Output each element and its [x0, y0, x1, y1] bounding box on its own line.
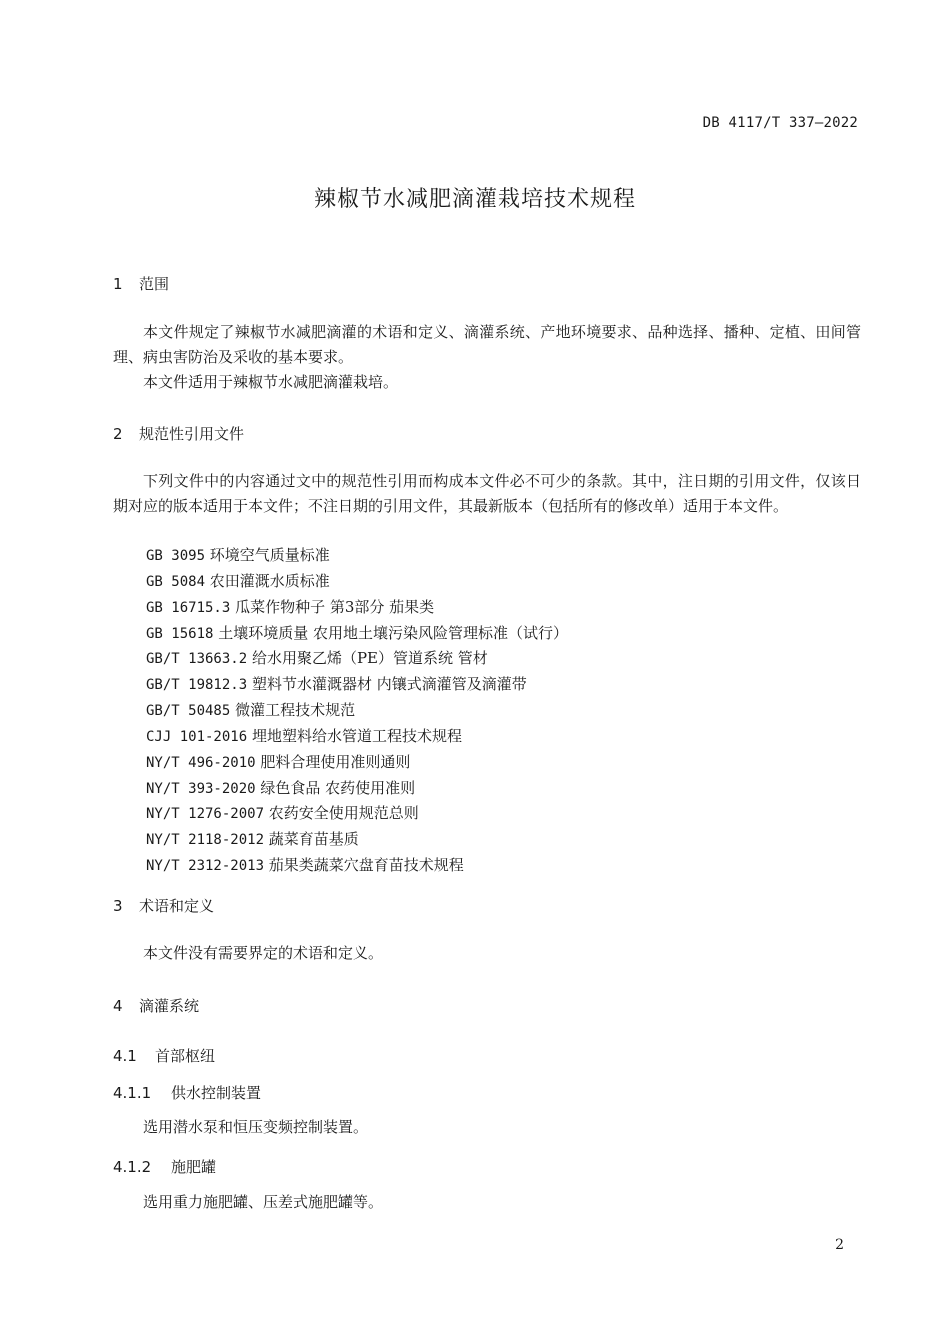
section-4-1-2-heading	[113, 1156, 216, 1177]
reference-code: GB 16715.3	[146, 599, 231, 616]
reference-item	[146, 672, 568, 698]
reference-name: 微灌工程技术规范	[235, 701, 356, 720]
reference-code: GB 5084	[146, 573, 206, 590]
reference-code: NY/T 496-2010	[146, 754, 256, 771]
reference-item	[146, 801, 568, 827]
reference-code: NY/T 2118-2012	[146, 832, 265, 849]
reference-item	[146, 776, 568, 802]
section-2-title: 规范性引用文件	[139, 425, 245, 443]
section-4-heading	[113, 995, 199, 1016]
section-2-paragraph-1: 下列文件中的内容通过文中的规范性引用而构成本文件必不可少的条款。其中，注日期的引用文件，仅该日期对应的版本适用于本文件；不注日期的引用文件，其最新版本（包括所有的修改单）适用于本文件。	[113, 472, 861, 515]
section-4-1-1-paragraph: 选用潜水泵和恒压变频控制装置。	[143, 1118, 369, 1136]
page-number: 2	[835, 1237, 844, 1253]
document-title: 辣椒节水减肥滴灌栽培技术规程	[313, 187, 636, 212]
reference-name: 环境空气质量标准	[209, 546, 330, 564]
reference-item	[146, 827, 568, 853]
section-2-number: 2	[113, 425, 123, 443]
reference-item	[146, 724, 568, 750]
reference-code: GB/T 50485	[146, 703, 231, 720]
reference-name: 农田灌溉水质标准	[209, 571, 330, 590]
section-1-paragraph-1: 本文件规定了辣椒节水减肥滴灌的术语和定义、滴灌系统、产地环境要求、品种选择、播种、定植、田间管理、病虫害防治及采收的基本要求。	[113, 323, 861, 366]
section-3-heading	[113, 895, 214, 916]
section-4-1-number: 4.1	[113, 1047, 137, 1065]
reference-item	[146, 569, 568, 595]
reference-item	[146, 750, 568, 776]
section-1-paragraph-2: 本文件适用于辣椒节水减肥滴灌栽培。	[143, 373, 399, 391]
reference-item	[146, 543, 568, 569]
reference-item	[146, 698, 568, 724]
section-3-paragraph-1: 本文件没有需要界定的术语和定义。	[143, 944, 384, 962]
reference-code: GB 15618	[146, 625, 214, 642]
reference-code: NY/T 393-2020	[146, 780, 256, 797]
section-4-1-1-title: 供水控制装置	[171, 1084, 262, 1102]
section-1-number: 1	[113, 275, 123, 293]
reference-name: 蔬菜育苗基质	[268, 830, 359, 849]
section-2-heading	[113, 423, 244, 444]
reference-name: 给水用聚乙烯（PE）管道系统 管材	[251, 649, 488, 668]
section-4-1-2-paragraph: 选用重力施肥罐、压差式施肥罐等。	[143, 1193, 384, 1211]
reference-name: 埋地塑料给水管道工程技术规程	[251, 726, 462, 745]
section-4-number: 4	[113, 997, 123, 1015]
reference-name: 农药安全使用规范总则	[268, 804, 419, 823]
section-4-1-2-title: 施肥罐	[171, 1158, 217, 1176]
reference-item	[146, 595, 568, 621]
reference-name: 茄果类蔬菜穴盘育苗技术规程	[268, 856, 464, 875]
reference-code: CJJ 101-2016	[146, 728, 248, 745]
reference-item	[146, 853, 568, 879]
section-4-1-1-number: 4.1.1	[113, 1084, 152, 1102]
reference-name: 肥料合理使用准则通则	[260, 752, 411, 771]
section-4-1-heading	[113, 1045, 215, 1066]
reference-item	[146, 646, 568, 672]
standard-number: DB 4117/T 337—2022	[702, 115, 858, 131]
reference-code: NY/T 2312-2013	[146, 858, 265, 875]
section-4-1-1-heading	[113, 1082, 261, 1103]
section-1-title: 范围	[139, 275, 170, 293]
reference-code: GB/T 13663.2	[146, 651, 248, 668]
reference-name: 土壤环境质量 农用地土壤污染风险管理标准（试行）	[218, 623, 568, 642]
section-1-heading	[113, 273, 169, 294]
reference-code: GB 3095	[146, 548, 206, 564]
section-4-title: 滴灌系统	[139, 997, 200, 1015]
reference-item	[146, 621, 568, 647]
section-4-1-title: 首部枢纽	[155, 1047, 216, 1065]
reference-code: GB/T 19812.3	[146, 677, 248, 694]
reference-name: 塑料节水灌溉器材 内镶式滴灌管及滴灌带	[251, 675, 527, 694]
normative-references-list	[146, 543, 568, 879]
reference-name: 绿色食品 农药使用准则	[260, 778, 416, 797]
reference-code: NY/T 1276-2007	[146, 806, 265, 823]
section-3-number: 3	[113, 897, 123, 915]
section-3-title: 术语和定义	[139, 897, 215, 915]
section-4-1-2-number: 4.1.2	[113, 1158, 152, 1176]
reference-name: 瓜菜作物种子 第3部分 茄果类	[235, 597, 435, 616]
